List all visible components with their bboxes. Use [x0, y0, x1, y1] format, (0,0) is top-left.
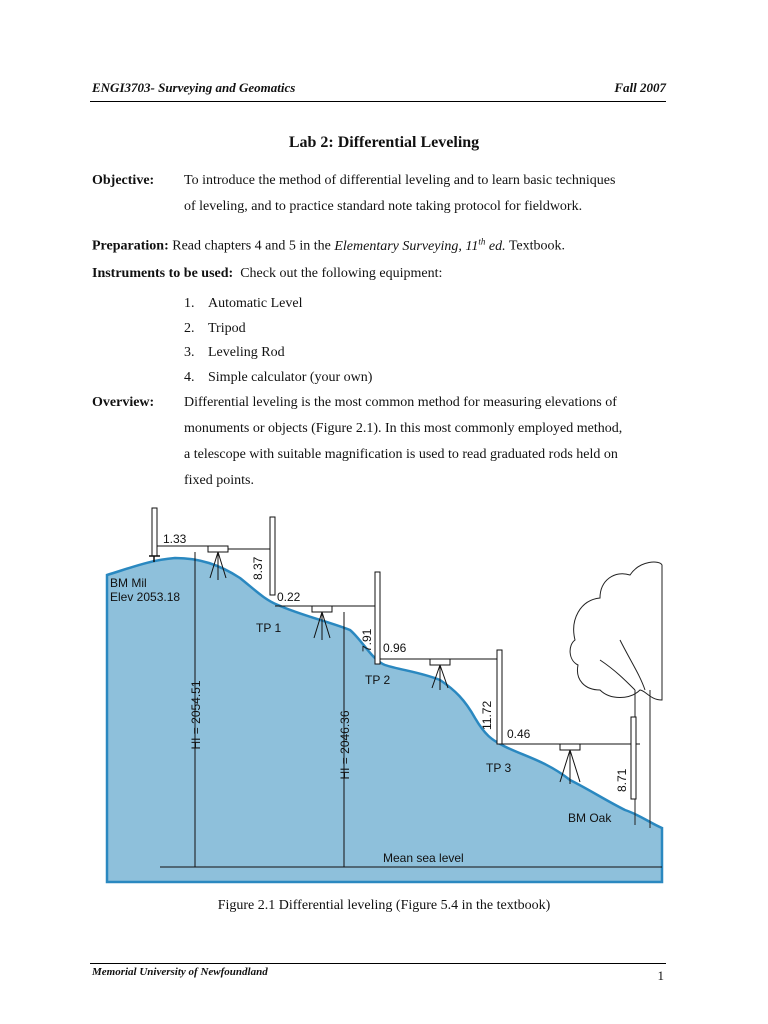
footer-rule	[90, 963, 666, 964]
overview-line-4: fixed points.	[184, 473, 254, 488]
preparation-label: Preparation:	[92, 238, 169, 254]
reading-2: 8.37	[251, 556, 265, 580]
book-edition-sup: th	[478, 236, 486, 246]
tp3-label: TP 3	[486, 761, 512, 775]
list-item: 2. Tripod	[184, 320, 246, 336]
book-title	[334, 236, 506, 254]
header-term: Fall 2007	[614, 80, 666, 95]
differential-leveling-figure	[100, 500, 668, 890]
objective-label: Objective:	[92, 173, 155, 188]
reading-6: 11.72	[480, 700, 494, 730]
tp1-label: TP 1	[256, 621, 282, 635]
book-title-text: Elementary Surveying, 11	[334, 238, 479, 254]
reading-1: 1.33	[163, 532, 187, 546]
bm-mil-label: BM Mil	[110, 576, 147, 590]
objective-line-2: of leveling, and to practice standard note taking protocol for fieldwork.	[184, 199, 583, 214]
instruments-intro: Check out the following equipment:	[240, 266, 443, 281]
instruments-paragraph	[92, 261, 442, 287]
overview-line-1: Differential leveling is the most common method for measuring elevations of	[184, 395, 617, 410]
page-title: Lab 2: Differential Leveling	[288, 134, 480, 151]
reading-7: 0.46	[507, 727, 531, 741]
overview-line-3: a telescope with suitable magnification is used to read graduated rods held on	[184, 447, 618, 462]
page-number: 1	[657, 968, 664, 983]
book-edition: ed.	[488, 238, 506, 254]
instruments-label: Instruments to be used:	[92, 266, 234, 281]
list-item: 4. Simple calculator (your own)	[184, 369, 373, 385]
reading-3: 0.22	[277, 590, 301, 604]
preparation-text-after: Textbook.	[508, 238, 566, 254]
preparation-text: Read chapters 4 and 5 in the	[172, 238, 331, 254]
footer-institution: Memorial University of Newfoundland	[92, 966, 268, 978]
header-rule	[90, 101, 666, 102]
reading-4: 7.91	[360, 628, 374, 652]
hi-2-label: HI = 2046.36	[338, 710, 352, 780]
instruments-list	[184, 292, 372, 390]
bm-oak-label: BM Oak	[568, 811, 612, 825]
objective-line-1: To introduce the method of differential leveling and to learn basic techniques	[184, 173, 616, 188]
elev-label: Elev 2053.18	[110, 590, 181, 604]
reading-5: 0.96	[383, 641, 407, 655]
preparation-paragraph	[92, 228, 565, 260]
overview-line-2: monuments or objects (Figure 2.1). In this most commonly employed method,	[184, 421, 623, 436]
reading-8: 8.71	[615, 768, 629, 792]
header-course: ENGI3703- Surveying and Geomatics	[92, 80, 296, 95]
list-item: 3. Leveling Rod	[184, 345, 285, 360]
list-item: 1. Automatic Level	[184, 296, 303, 311]
overview-label: Overview:	[92, 395, 155, 410]
msl-label: Mean sea level	[383, 851, 464, 865]
hi-1-label: HI = 2054.51	[189, 680, 203, 750]
tp2-label: TP 2	[365, 673, 391, 687]
figure-caption: Figure 2.1 Differential leveling (Figure 5.4 in the textbook)	[217, 898, 551, 913]
